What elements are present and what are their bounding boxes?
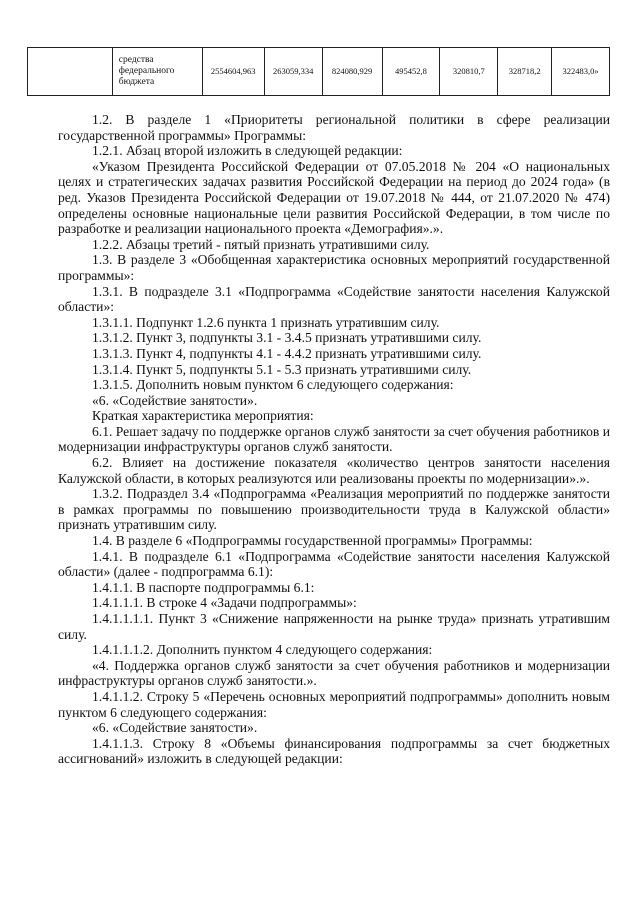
table-cell-value: 495452,8 bbox=[382, 48, 440, 96]
paragraph: 1.4.1.1.1.2. Дополнить пунктом 4 следующего содержания: bbox=[92, 642, 433, 658]
financing-table-fragment bbox=[27, 47, 610, 96]
paragraph: 1.3.1.1. Подпункт 1.2.6 пункта 1 признать утратившим силу. bbox=[92, 314, 440, 330]
paragraph: 1.4.1.1.2. Строку 5 «Перечень основных мероприятий подпрограммы» дополнить новым пунктом 6 следующего содержания: bbox=[58, 688, 610, 720]
paragraph: 1.4.1.1.3. Строку 8 «Объемы финансирования подпрограммы за счет бюджетных ассигнований» изложить в следующей редакции: bbox=[58, 735, 610, 767]
document-body bbox=[58, 112, 610, 767]
paragraph: 1.3.2. Подраздел 3.4 «Подпрограмма «Реализация мероприятий по поддержке занятости в рамках программы по повышению производительности труда в Калужской области» признать утратившим силу. bbox=[58, 486, 610, 533]
paragraph: 1.4.1. В подразделе 6.1 «Подпрограмма «Содействие занятости населения Калужской области» (далее - подпрограмма 6.1): bbox=[58, 548, 610, 580]
paragraph: «6. «Содействие занятости». bbox=[92, 392, 258, 408]
table-cell-value: 320810,7 bbox=[440, 48, 498, 96]
table-row bbox=[28, 48, 610, 96]
paragraph: 1.3.1.3. Пункт 4, подпункты 4.1 - 4.4.2 признать утратившими силу. bbox=[92, 345, 482, 361]
table-cell-empty bbox=[28, 48, 113, 96]
table-cell-value: 263059,334 bbox=[264, 48, 322, 96]
paragraph: 1.3.1. В подразделе 3.1 «Подпрограмма «Содействие занятости населения Калужской области»: bbox=[58, 283, 610, 315]
paragraph: 1.3.1.4. Пункт 5, подпункты 5.1 - 5.3 признать утратившими силу. bbox=[92, 361, 472, 377]
paragraph: 6.1. Решает задачу по поддержке органов служб занятости за счет обучения работников и модернизации инфраструктуры органов служб занятости. bbox=[58, 423, 610, 455]
paragraph: 1.3.1.5. Дополнить новым пунктом 6 следующего содержания: bbox=[92, 377, 454, 393]
table-cell-value: 824080,929 bbox=[322, 48, 382, 96]
paragraph: 1.4. В разделе 6 «Подпрограммы государственной программы» Программы: bbox=[92, 533, 533, 549]
paragraph: Краткая характеристика мероприятия: bbox=[92, 408, 314, 424]
paragraph: 1.2. В разделе 1 «Приоритеты региональной политики в сфере реализации государственной программы» Программы: bbox=[58, 112, 610, 143]
paragraph: 1.2.2. Абзацы третий - пятый признать утратившими силу. bbox=[92, 236, 430, 252]
table-cell-value: 322483,0» bbox=[552, 48, 610, 96]
paragraph: 1.4.1.1.1.1. Пункт 3 «Снижение напряженности на рынке труда» признать утратившим силу. bbox=[58, 611, 610, 642]
table-cell-value: 328718,2 bbox=[498, 48, 552, 96]
paragraph: 1.4.1.1. В паспорте подпрограммы 6.1: bbox=[92, 579, 315, 595]
table-cell-value: 2554604,963 bbox=[202, 48, 264, 96]
paragraph: 1.3.1.2. Пункт 3, подпункты 3.1 - 3.4.5 признать утратившими силу. bbox=[92, 330, 482, 346]
paragraph: «6. «Содействие занятости». bbox=[92, 720, 258, 736]
paragraph: 1.2.1. Абзац второй изложить в следующей редакции: bbox=[92, 143, 403, 159]
paragraph: «4. Поддержка органов служб занятости за счет обучения работников и модернизации инфраструктуры органов служб занятости.». bbox=[58, 657, 610, 689]
paragraph: 1.4.1.1.1. В строке 4 «Задачи подпрограммы»: bbox=[92, 595, 357, 611]
paragraph: 1.3. В разделе 3 «Обобщенная характеристика основных мероприятий государственной программы»: bbox=[58, 252, 610, 283]
paragraph: «Указом Президента Российской Федерации от 07.05.2018 № 204 «О национальных целях и стратегических задачах развития Российской Федерации на период до 2024 года» (в ред. Указов Президента Российской Федерации от 19.07.2018 № 444, от 21.07.2020 № 474) определены основные национальные цели развития Российской Федерации, в том числе по разработке и реализации национального проекта «Демография».». bbox=[58, 158, 610, 237]
paragraph: 6.2. Влияет на достижение показателя «количество центров занятости населения Калужской области, в которых реализуются или реализованы проекты по модернизации».». bbox=[58, 455, 610, 486]
table-row-label: средства федерального бюджета bbox=[112, 48, 202, 96]
